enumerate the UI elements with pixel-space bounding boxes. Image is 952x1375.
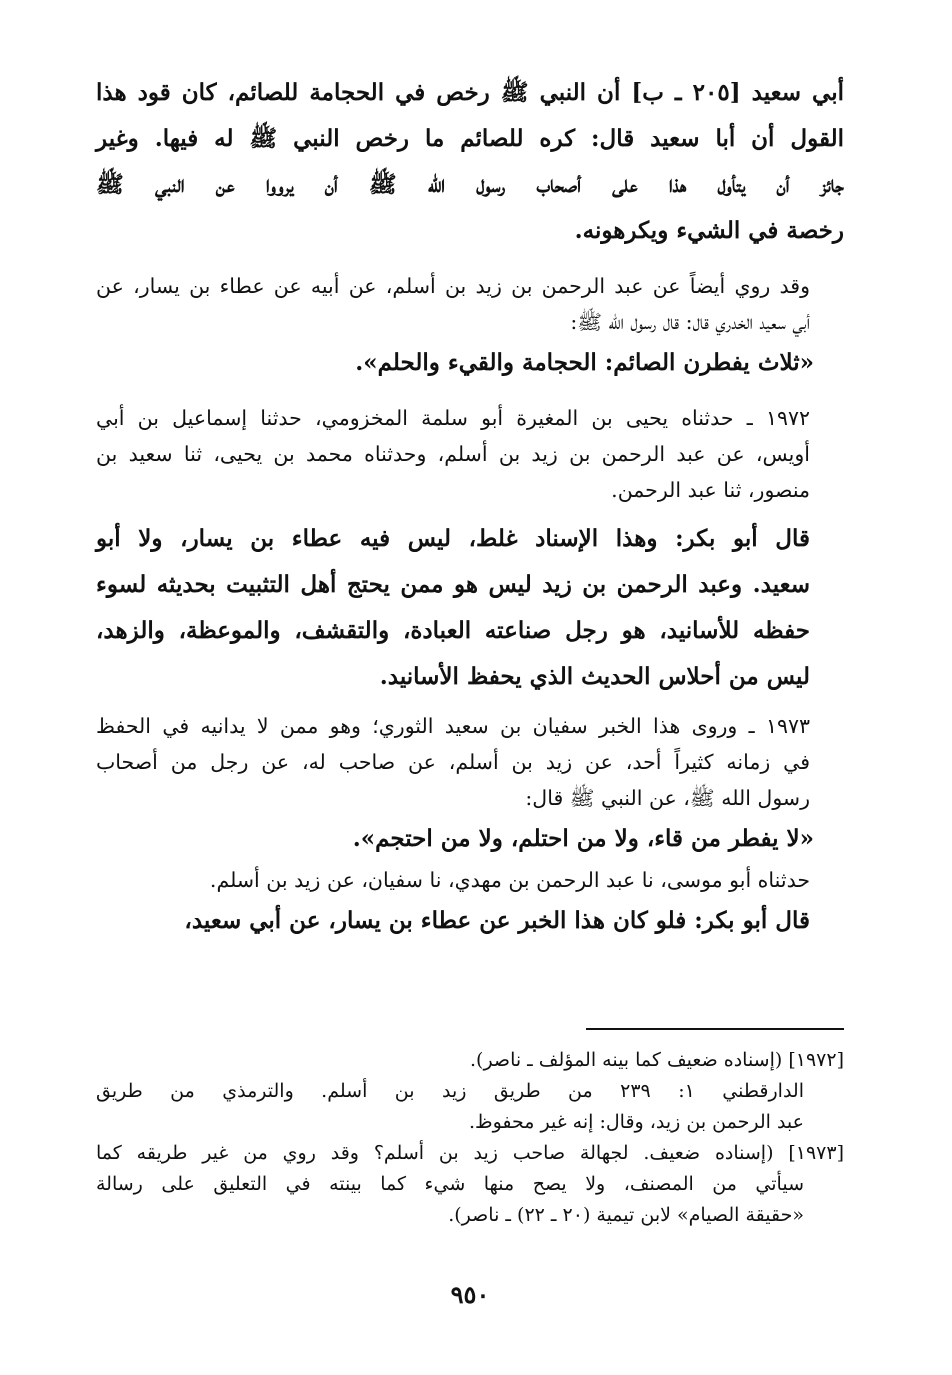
- text-line: ١٩٧٢ ـ حدثناه يحيى بن المغيرة أبو سلمة المخزومي، حدثنا إسماعيل بن أبي: [96, 406, 810, 430]
- text-line: أويس، عن عبد الرحمن بن زيد بن أسلم، وحدثناه محمد بن يحيى، ثنا سعيد بن: [96, 442, 810, 466]
- text-line: حفظه للأسانيد، هو رجل صناعته العبادة، والتقشف، والموعظة، والزهد،: [96, 617, 810, 644]
- footnote-line: «حقيقة الصيام» لابن تيمية (٢٠ ـ ٢٢) ـ ناصر).: [448, 1204, 804, 1226]
- footnote-line: الدارقطني ١: ٢٣٩ من طريق زيد بن أسلم. والترمذي من طريق: [96, 1080, 804, 1102]
- text-line: رسول الله ﷺ، عن النبي ﷺ قال:: [525, 786, 810, 810]
- footnotes: [96, 1045, 844, 1231]
- text-line: قال أبو بكر: وهذا الإسناد غلط، ليس فيه عطاء بن يسار، ولا أبو: [96, 525, 810, 552]
- footnote-line: سيأتي من المصنف، ولا يصح منها شيء كما بينته في التعليق على رسالة: [96, 1173, 804, 1195]
- footnote-line: [١٩٧٢] (إسناده ضعيف كما بينه المؤلف ـ ناصر).: [470, 1049, 844, 1071]
- text-line: سعيد. وعبد الرحمن بن زيد ليس هو ممن يحتج أهل التثبيت بحديثه لسوء: [96, 571, 810, 598]
- commentary-abu-bakr: [96, 516, 844, 700]
- footnote-line: [١٩٧٣] (إسناده ضعيف. لجهالة صاحب زيد بن أسلم؟ وقد روي من غير طريقه كما: [96, 1142, 844, 1164]
- text-line: منصور، ثنا عبد الرحمن.: [611, 478, 810, 502]
- footnote-1972: [96, 1045, 844, 1138]
- text-line: ١٩٧٣ ـ وروى هذا الخبر سفيان بن سعيد الثوري؛ وهو ممن لا يدانيه في الحفظ: [96, 714, 810, 738]
- hadith-1973: [96, 708, 844, 816]
- paragraph-continuation: [96, 70, 844, 254]
- text-line: ليس من أحلاس الحديث الذي يحفظ الأسانيد.: [379, 663, 810, 690]
- text-line: أبي سعيد الخدري قال: قال رسول الله ﷺ:: [570, 310, 810, 334]
- commentary-abu-bakr-2: قال أبو بكر: فلو كان هذا الخبر عن عطاء بن يسار، عن أبي سعيد،: [184, 907, 810, 934]
- text-line: جائز أن يتأول هذا على أصحاب رسول الله ﷺ أن يرووا عن النبي ﷺ: [96, 171, 844, 198]
- hadith-quote: «لا يفطر من قاء، ولا من احتلم، ولا من احتجم».: [352, 825, 814, 852]
- hadith-quote: «ثلاث يفطرن الصائم: الحجامة والقيء والحلم».: [355, 349, 814, 376]
- hadith-1972: [96, 400, 844, 508]
- footnote-1973: [96, 1138, 844, 1231]
- text-line: وقد روي أيضاً عن عبد الرحمن بن زيد بن أسلم، عن أبيه عن عطاء بن يسار، عن: [96, 274, 810, 298]
- text-line: القول أن أبا سعيد قال: كره للصائم ما رخص النبي ﷺ له فيها. وغير: [96, 125, 844, 152]
- page-number: ٩٥٠: [450, 1280, 490, 1309]
- book-page: [96, 70, 844, 1350]
- paragraph-narration: [96, 268, 844, 340]
- footnote-divider: [586, 1028, 844, 1030]
- text-line: رخصة في الشيء ويكرهونه.: [574, 217, 844, 244]
- chain-of-narration: حدثناه أبو موسى، نا عبد الرحمن بن مهدي، نا سفيان، عن زيد بن أسلم.: [209, 868, 810, 892]
- text-line: أبي سعيد [٢٠٥ ـ ب] أن النبي ﷺ رخص في الحجامة للصائم، كان قود هذا: [96, 79, 844, 106]
- footnote-line: عبد الرحمن بن زيد، وقال: إنه غير محفوظ.: [468, 1111, 804, 1133]
- text-line: في زمانه كثيراً أحد، عن زيد بن أسلم، عن صاحب له، عن رجل من أصحاب: [96, 750, 810, 774]
